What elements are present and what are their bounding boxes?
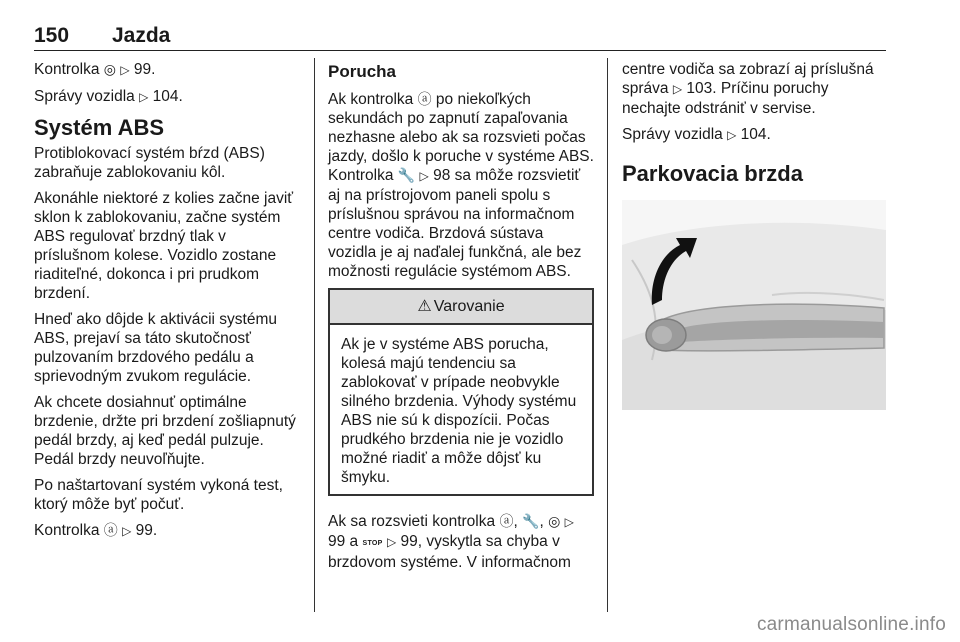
column-right [622, 60, 886, 190]
column-divider [607, 58, 608, 612]
page-ref-icon: ▷ [727, 128, 737, 142]
brake-warning-lamp-icon: ◎ [103, 61, 117, 77]
paragraph: Hneď ako dôjde k aktivácii systému ABS, prejaví sa táto skutočnosť pulzovaním brzdového pedálu a sprievodným zvukom regulácie. [34, 311, 277, 385]
section-title-abs: Systém ABS [34, 115, 165, 140]
page-title: Jazda [112, 24, 171, 47]
vehicle-messages-ref-line: Správy vozidla ▷ 104. [34, 88, 183, 105]
wrench-icon: 🔧 [397, 167, 416, 183]
stop-icon: STOP [362, 540, 383, 547]
wrench-icon: 🔧 [522, 513, 540, 529]
warning-header [330, 290, 592, 325]
page-ref-icon: ▷ [564, 515, 574, 529]
abs-lamp-icon: ⓐ [103, 522, 118, 538]
warning-title: Varovanie [433, 298, 505, 315]
column-divider [314, 58, 315, 612]
paragraph: Protiblokovací systém bŕzd (ABS) zabraňuje zablokovaniu kôl. [34, 145, 265, 181]
abs-lamp-icon: ⓐ [499, 513, 514, 529]
page-ref-link[interactable]: 99. [133, 61, 156, 78]
abs-lamp-ref-line: Kontrolka ⓐ ▷ 99. [34, 522, 158, 539]
paragraph: centre vodiča sa zobrazí aj príslušná správa ▷ 103. Príčinu poruchy nechajte odstrániť v servise. [622, 61, 874, 117]
page-header [34, 14, 886, 51]
paragraph: Ak chcete dosiahnuť optimálne brzdenie, držte pri brzdení zošliapnutý pedál brzdy, aj keď pedál pulzuje. Pedál brzdy neuvoľňujte. [34, 394, 296, 468]
warning-text: Ak je v systéme ABS porucha, kolesá majú tendenciu sa zablokovať v prípade neobvykle silného brzdenia. Výhody systému ABS nie sú k dispozícii. Počas prudkého brzdenia nie je vozidlo možné riadiť a môže dôjsť ku šmyku. [341, 336, 577, 486]
warning-triangle-icon: ⚠ [417, 298, 432, 315]
page-ref-icon: ▷ [139, 90, 149, 104]
paragraph: Akonáhle niektoré z kolies začne javiť sklon k zablokovaniu, začne systém ABS regulovať brzdný tlak v príslušnom kolese. Vozidlo zostane riaditeľné, dokonca i pri prudkom brzdení. [34, 190, 294, 302]
page-ref-icon: ▷ [122, 524, 132, 538]
paragraph: Ak sa rozsvieti kontrolka ⓐ, 🔧, ◎ ▷ 99 a STOP ▷ 99, vyskytla sa chyba v brzdovom systéme. V informačnom [328, 513, 574, 571]
warning-box [328, 288, 594, 496]
page-ref-icon: ▷ [672, 82, 683, 96]
page-ref-link[interactable]: 99. [135, 522, 158, 539]
parking-brake-illustration [622, 200, 886, 410]
page-ref-icon: ▷ [386, 535, 397, 549]
page-ref-link[interactable]: 98 [433, 167, 451, 184]
abs-lamp-icon: ⓐ [417, 91, 432, 107]
page-ref-icon: ▷ [419, 169, 429, 183]
page-number: 150 [34, 24, 70, 47]
section-title-porucha: Porucha [328, 62, 397, 81]
brake-warning-lamp-icon: ◎ [548, 513, 561, 529]
paragraph: Ak kontrolka ⓐ po niekoľkých sekundách po zapnutí zapaľovania nezhasne alebo ak sa rozsvieti počas jazdy, došlo k poruche v systéme ABS. Kontrolka 🔧 ▷ 98 sa môže rozsvietiť aj na prístrojovom paneli spolu s príslušnou správou na informačnom centre vodiča. Brzdová sústava vozidla je aj naďalej funkčná, ale bez možnosti regulácie systémom ABS. [328, 91, 594, 280]
page-ref-link[interactable]: 99 a [328, 533, 359, 550]
column-left [34, 60, 306, 548]
page-ref-icon: ▷ [120, 63, 130, 77]
lever-button-face [652, 326, 672, 344]
paragraph: Po naštartovaní systém vykoná test, ktorý môže byť počuť. [34, 477, 283, 513]
page-ref-link[interactable]: 104. [740, 126, 771, 143]
section-title-parking-brake: Parkovacia brzda [622, 161, 803, 186]
watermark: carmanualsonline.info [756, 614, 946, 635]
warning-lamp-ref-line: Kontrolka ◎ ▷ 99. [34, 61, 156, 78]
page-ref-link[interactable]: 104. [152, 88, 183, 105]
vehicle-messages-ref-line: Správy vozidla ▷ 104. [622, 126, 771, 143]
column-middle [328, 60, 594, 579]
